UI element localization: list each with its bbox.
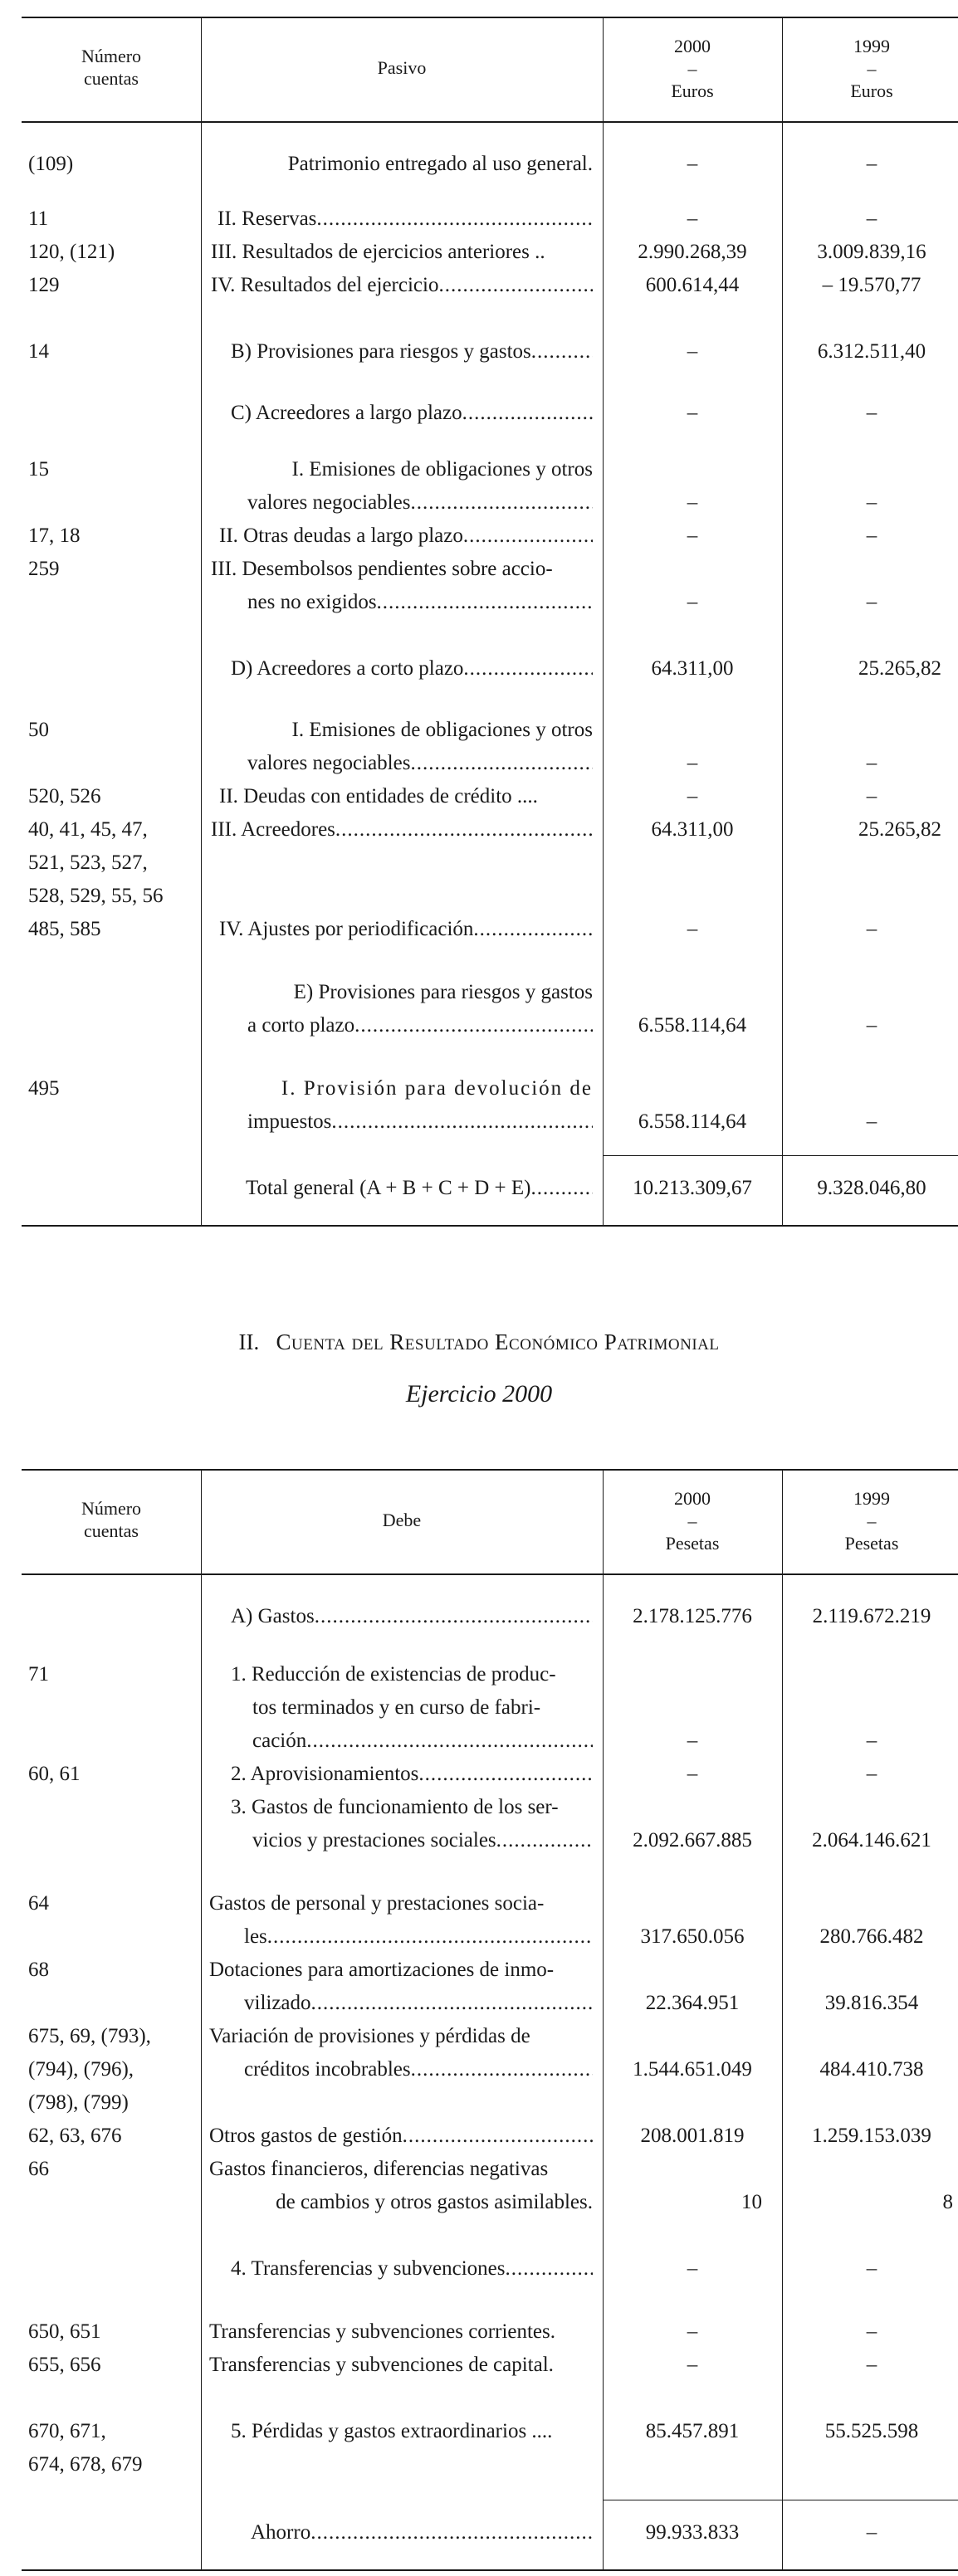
row-label: Gastos de personal y prestaciones socia-: [209, 1892, 545, 1915]
account-code: 675, 69, (793),: [28, 2025, 151, 2047]
account-code: 64: [28, 1892, 49, 1915]
row-label: Transferencias y subvenciones de capital.: [209, 2354, 554, 2376]
column-divider: [201, 17, 202, 1225]
header-bottom-rule: [22, 1573, 958, 1575]
table-top-rule: [22, 1469, 958, 1471]
value-2000: –: [687, 524, 698, 547]
debe-table: [22, 1469, 958, 2573]
account-code: 71: [28, 1663, 49, 1686]
value-2000: 64.311,00: [651, 818, 734, 841]
account-code: 66: [28, 2158, 49, 2180]
account-code: 60, 61: [28, 1763, 81, 1785]
value-2000: –: [687, 153, 698, 175]
value-1999: –: [866, 2257, 877, 2280]
value-1999: –: [866, 207, 877, 230]
value-1999: –: [866, 1014, 877, 1037]
account-code: 120, (121): [28, 241, 115, 263]
value-1999: 484.410.738: [819, 2058, 924, 2081]
account-code: 495: [28, 1077, 60, 1100]
value-1999: –: [866, 785, 877, 807]
row-label: 1. Reducción de existencias de produc-: [231, 1663, 556, 1686]
header-2000: 2000 – Pesetas: [665, 1488, 720, 1554]
account-code: 62, 63, 676: [28, 2125, 122, 2147]
row-label: I. Emisiones de obligaciones y otros: [291, 458, 593, 481]
row-label: I. Emisiones de obligaciones y otros: [291, 719, 593, 741]
account-code: (109): [28, 153, 74, 175]
header-concept: Debe: [382, 1510, 422, 1530]
total-label: Ahorro .....: [251, 2516, 593, 2549]
value-1999: 6.312.511,40: [817, 340, 926, 363]
row-label: valores negociables .....: [247, 486, 593, 520]
column-divider: [603, 17, 604, 1225]
value-2000: 64.311,00: [651, 657, 734, 680]
value-1999: –: [866, 1110, 877, 1133]
row-label: Transferencias y subvenciones corrientes.: [209, 2320, 556, 2343]
value-1999: –: [866, 918, 877, 940]
row-label: D) Acreedores a corto plazo .....: [231, 652, 593, 685]
value-1999: 55.525.598: [824, 2420, 919, 2442]
section-heading: II. Cuenta del Resultado Económico Patrimonial: [238, 1329, 720, 1354]
row-label: nes no exigidos .....: [247, 586, 593, 619]
value-2000: –: [687, 785, 698, 807]
row-label: cación .....: [252, 1725, 593, 1758]
value-2000: 6.558.114,64: [638, 1110, 747, 1133]
value-2000: –: [687, 591, 698, 613]
table-bottom-rule: [22, 1225, 958, 1227]
value-1999: 2.119.672.219: [812, 1605, 931, 1627]
row-label: Otros gastos de gestión .....: [209, 2120, 593, 2153]
row-label: valores negociables .....: [247, 747, 593, 780]
account-code: 655, 656: [28, 2354, 101, 2376]
value-2000: –: [687, 402, 698, 424]
row-label: III. Resultados de ejercicios anteriores ..: [211, 241, 545, 263]
total-1999: –: [866, 2521, 877, 2544]
pasivo-table: [22, 17, 958, 1228]
value-2000: –: [687, 340, 698, 363]
header-accounts: Número cuentas: [81, 1498, 142, 1541]
account-code: 485, 585: [28, 918, 101, 940]
value-1999: 280.766.482: [819, 1925, 924, 1948]
value-2000: –: [687, 2354, 698, 2376]
header-bottom-rule: [22, 121, 958, 123]
row-label: 4. Transferencias y subvenciones .....: [231, 2252, 593, 2286]
row-label: I. Provisión para devolución de: [281, 1077, 593, 1100]
row-label: impuestos .....: [247, 1105, 593, 1139]
value-2000: –: [687, 1763, 698, 1785]
value-2000: 2.092.667.885: [633, 1829, 752, 1852]
value-1999: –: [866, 1763, 877, 1785]
section-subheading: Ejercicio 2000: [405, 1380, 553, 1408]
account-code: 259: [28, 558, 60, 580]
header-concept: Pasivo: [377, 57, 427, 78]
row-label: Patrimonio entregado al uso general.: [287, 153, 593, 175]
row-label: III. Desembolsos pendientes sobre accio-: [211, 558, 553, 580]
account-code: 14: [28, 340, 49, 363]
column-divider: [201, 1469, 202, 2569]
header-accounts: Número cuentas: [81, 46, 142, 89]
value-2000: 317.650.056: [640, 1925, 745, 1948]
header-1999: 1999 – Pesetas: [844, 1488, 899, 1554]
account-code: (794), (796),: [28, 2058, 134, 2081]
value-2000: –: [687, 2320, 698, 2343]
value-1999: –: [866, 2354, 877, 2376]
row-label: B) Provisiones para riesgos y gastos .....: [231, 335, 593, 368]
account-code: 15: [28, 458, 49, 481]
row-label: 5. Pérdidas y gastos extraordinarios ....: [231, 2420, 553, 2442]
value-1999: –: [866, 1730, 877, 1752]
total-2000: 10.213.309,67: [633, 1177, 752, 1199]
value-2000: –: [687, 1730, 698, 1752]
row-label: créditos incobrables .....: [244, 2053, 593, 2086]
value-2000: 10: [741, 2191, 762, 2213]
total-1999: 9.328.046,80: [817, 1177, 926, 1199]
row-label: C) Acreedores a largo plazo .....: [231, 397, 593, 430]
value-1999: 25.265,82: [858, 818, 941, 841]
row-label: 3. Gastos de funcionamiento de los ser-: [231, 1796, 559, 1818]
value-1999: –: [866, 153, 877, 175]
row-label: Variación de provisiones y pérdidas de: [209, 2025, 530, 2047]
row-label: vicios y prestaciones sociales .....: [252, 1824, 593, 1857]
account-code: 650, 651: [28, 2320, 101, 2343]
row-label: de cambios y otros gastos asimilables.: [276, 2191, 593, 2213]
header-1999: 1999 – Euros: [850, 36, 893, 101]
value-1999: 2.064.146.621: [812, 1829, 931, 1852]
value-1999: 39.816.354: [824, 1992, 919, 2014]
value-1999: 3.009.839,16: [817, 241, 926, 263]
total-2000: 99.933.833: [645, 2521, 740, 2544]
account-code: 528, 529, 55, 56: [28, 885, 164, 907]
account-code: 50: [28, 719, 49, 741]
row-label: les .....: [244, 1920, 593, 1954]
value-2000: –: [687, 207, 698, 230]
account-code: 670, 671,: [28, 2420, 106, 2442]
row-label: IV. Resultados del ejercicio .....: [211, 269, 593, 302]
account-code: 129: [28, 274, 60, 296]
header-2000: 2000 – Euros: [671, 36, 714, 101]
total-rule: [603, 1155, 958, 1156]
account-code: 17, 18: [28, 524, 81, 547]
value-1999: –: [866, 2320, 877, 2343]
row-label: III. Acreedores .....: [211, 813, 593, 846]
value-1999: – 19.570,77: [822, 274, 921, 296]
total-label: Total general (A + B + C + D + E) .....: [246, 1172, 593, 1205]
account-code: 674, 678, 679: [28, 2453, 143, 2476]
value-2000: 85.457.891: [645, 2420, 740, 2442]
value-2000: 600.614,44: [645, 274, 740, 296]
account-code: (798), (799): [28, 2091, 129, 2114]
value-2000: 1.544.651.049: [633, 2058, 752, 2081]
value-1999: –: [866, 591, 877, 613]
row-label: tos terminados y en curso de fabri-: [252, 1696, 541, 1719]
account-code: 11: [28, 207, 49, 230]
value-1999: –: [866, 491, 877, 514]
row-label: vilizado .....: [244, 1987, 593, 2020]
table-top-rule: [22, 17, 958, 18]
account-code: 520, 526: [28, 785, 101, 807]
value-2000: –: [687, 2257, 698, 2280]
value-2000: 22.364.951: [645, 1992, 740, 2014]
row-label: II. Reservas .....: [218, 202, 593, 236]
value-1999: 25.265,82: [858, 657, 941, 680]
value-2000: –: [687, 918, 698, 940]
value-1999: 1.259.153.039: [812, 2125, 931, 2147]
value-1999: –: [866, 402, 877, 424]
table-bottom-rule: [22, 2569, 958, 2571]
value-2000: 2.990.268,39: [638, 241, 747, 263]
column-divider: [782, 17, 783, 1225]
account-code: 40, 41, 45, 47,: [28, 818, 148, 841]
row-label: II. Deudas con entidades de crédito ....: [219, 785, 538, 807]
row-label: Gastos financieros, diferencias negativas: [209, 2158, 549, 2180]
value-1999: –: [866, 524, 877, 547]
value-1999: 8: [942, 2191, 953, 2213]
row-label: II. Otras deudas a largo plazo .....: [219, 520, 593, 553]
account-code: 521, 523, 527,: [28, 851, 148, 874]
value-2000: –: [687, 752, 698, 774]
row-label: Dotaciones para amortizaciones de inmo-: [209, 1959, 555, 1981]
value-1999: –: [866, 752, 877, 774]
row-label: 2. Aprovisionamientos .....: [231, 1758, 593, 1791]
row-label: a corto plazo .....: [247, 1009, 593, 1042]
value-2000: 208.001.819: [640, 2125, 745, 2147]
row-label: E) Provisiones para riesgos y gastos: [293, 981, 593, 1003]
account-code: 68: [28, 1959, 49, 1981]
value-2000: –: [687, 491, 698, 514]
row-label: A) Gastos .....: [231, 1600, 593, 1633]
value-2000: 2.178.125.776: [633, 1605, 752, 1627]
row-label: IV. Ajustes por periodificación .....: [219, 913, 593, 946]
value-2000: 6.558.114,64: [638, 1014, 747, 1037]
